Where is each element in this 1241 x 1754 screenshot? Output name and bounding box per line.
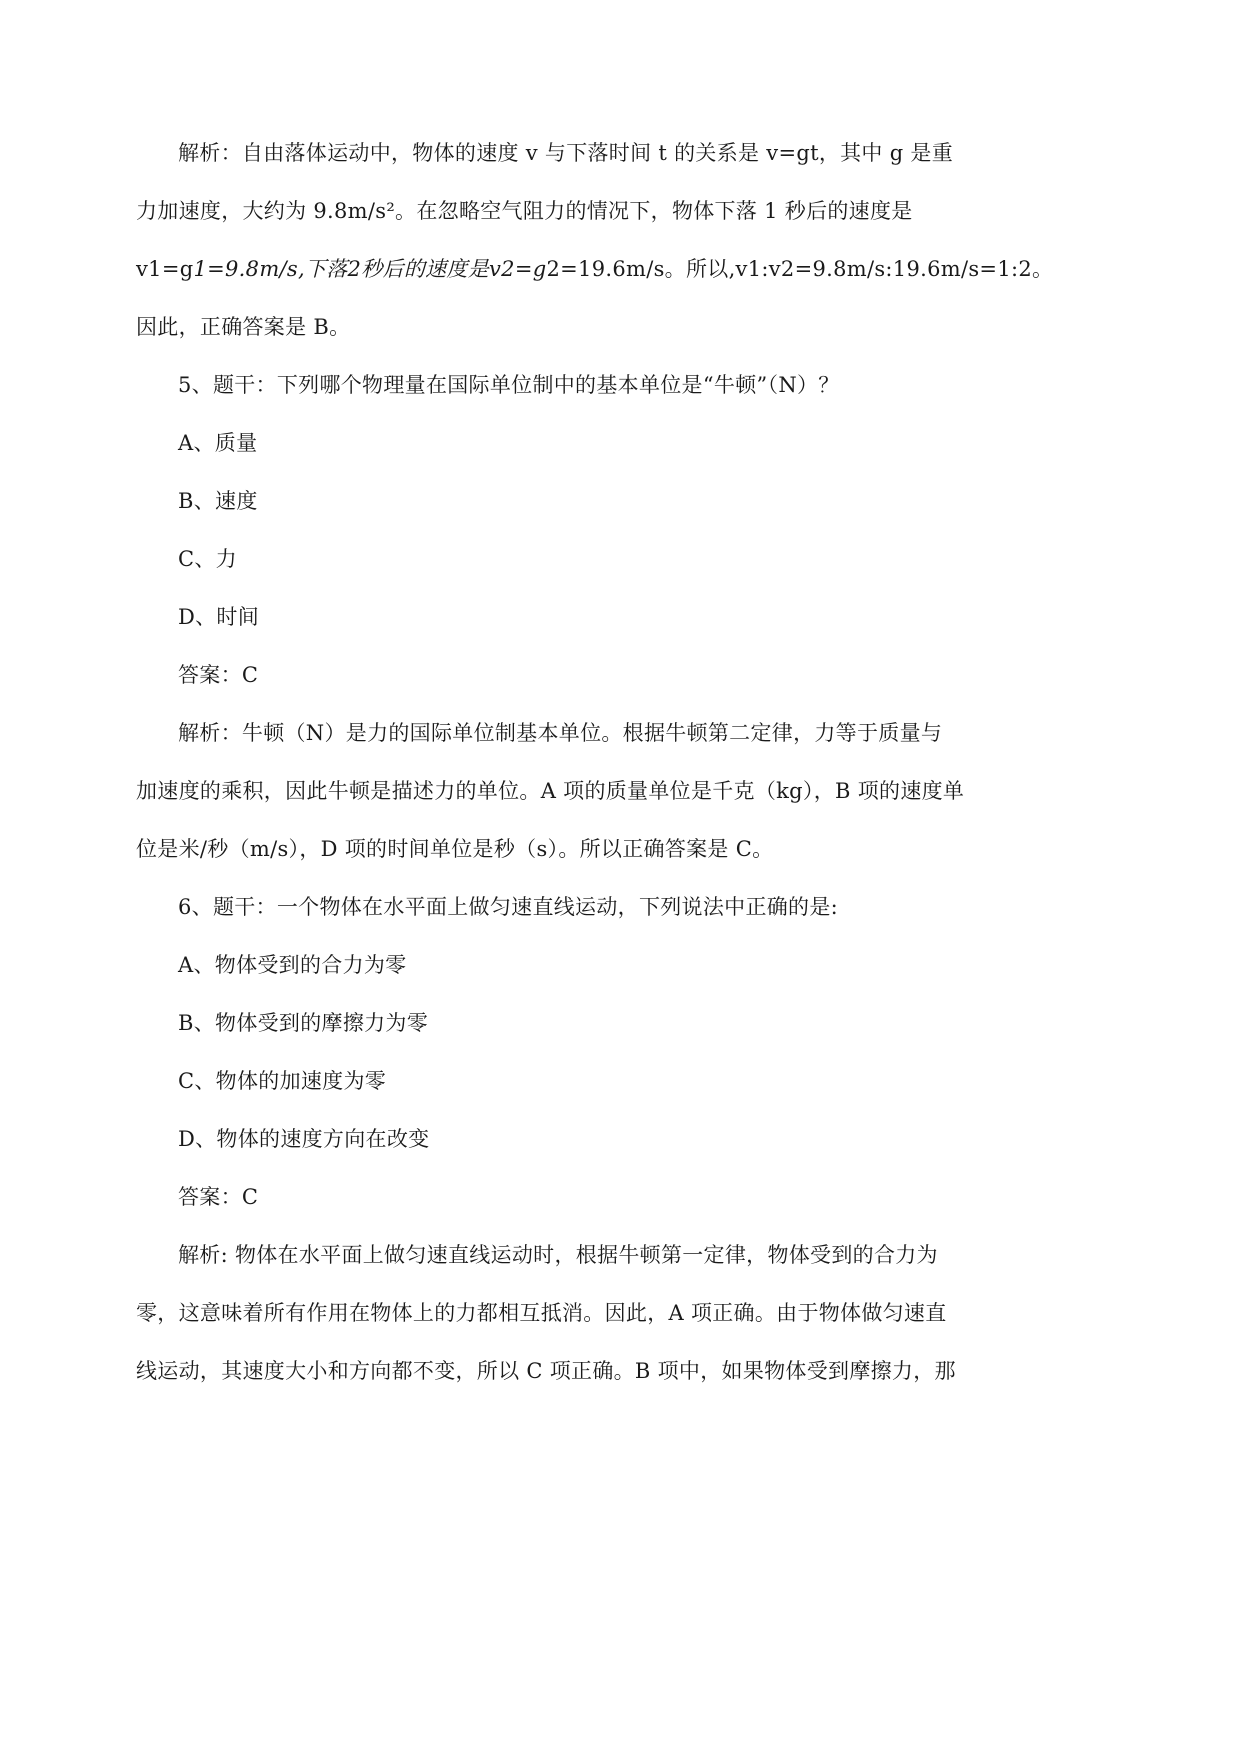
q5-option-c: C、力: [178, 547, 237, 571]
q5-explanation-line-2: 加速度的乘积，因此牛顿是描述力的单位。A 项的质量单位是千克（kg），B 项的速度单: [136, 779, 965, 803]
q6-option-b: B、物体受到的摩擦力为零: [178, 1011, 429, 1035]
q6-option-a: A、物体受到的合力为零: [178, 953, 407, 977]
q4-explanation-line-3-part-a: v1=g: [136, 257, 194, 281]
q6-explanation-line-1: 解析: 物体在水平面上做匀速直线运动时，根据牛顿第一定律，物体受到的合力为: [178, 1243, 938, 1267]
q5-answer: 答案：C: [178, 663, 259, 687]
q6-option-c: C、物体的加速度为零: [178, 1069, 387, 1093]
q5-option-b: B、速度: [178, 489, 258, 513]
q5-option-d: D、时间: [178, 605, 260, 629]
q6-explanation-line-2: 零，这意味着所有作用在物体上的力都相互抵消。因此，A 项正确。由于物体做匀速直: [136, 1301, 947, 1325]
q6-answer: 答案：C: [178, 1185, 259, 1209]
q4-explanation-line-3: [136, 256, 1053, 282]
q5-explanation-line-1: 解析：牛顿（N）是力的国际单位制基本单位。根据牛顿第二定律，力等于质量与: [178, 721, 943, 745]
q6-stem: 6、题干：一个物体在水平面上做匀速直线运动，下列说法中正确的是:: [178, 895, 839, 919]
q5-stem: 5、题干：下列哪个物理量在国际单位制中的基本单位是“牛顿”（N）？: [178, 373, 840, 397]
q5-option-a: A、质量: [178, 431, 258, 455]
q4-explanation-line-3-part-c: 2=19.6m/s。所以,v1:v2=9.8m/s:19.6m/s=1:2。: [546, 257, 1054, 281]
q4-explanation-line-2: 力加速度，大约为 9.8m/s²。在忽略空气阻力的情况下，物体下落 1 秒后的速度是: [136, 199, 913, 223]
q4-explanation-line-1: 解析：自由落体运动中，物体的速度 v 与下落时间 t 的关系是 v=gt，其中 g 是重: [178, 141, 954, 165]
q6-option-d: D、物体的速度方向在改变: [178, 1127, 430, 1151]
q4-explanation-line-4: 因此，正确答案是 B。: [136, 315, 351, 339]
q6-explanation-line-3: 线运动，其速度大小和方向都不变，所以 C 项正确。B 项中，如果物体受到摩擦力，那: [136, 1359, 956, 1383]
q5-explanation-line-3: 位是米/秒（m/s），D 项的时间单位是秒（s）。所以正确答案是 C。: [136, 837, 774, 861]
q4-explanation-line-3-italic: 1=9.8m/s,下落2秒后的速度是v2=g: [193, 257, 547, 281]
